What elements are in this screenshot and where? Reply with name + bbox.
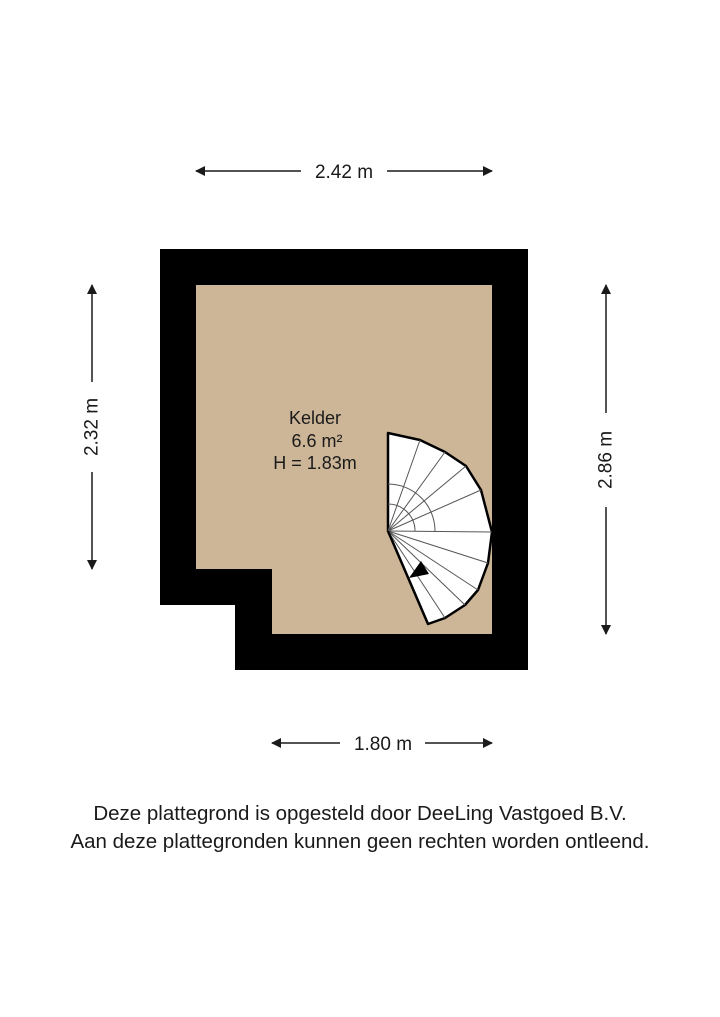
room-area: 6.6 m² [291,431,343,451]
dimension-top [196,162,492,183]
disclaimer-line-2: Aan deze plattegronden kunnen geen rechten worden ontleend. [70,830,650,853]
room-height: H = 1.83m [273,453,357,473]
dimension-top-label: 2.42 m [314,162,374,183]
dimension-left [82,285,103,569]
room-name: Kelder [288,408,342,428]
disclaimer-line-1: Deze plattegrond is opgesteld door DeeLing Vastgoed B.V. [93,802,627,825]
dimension-bottom [272,734,492,755]
dimension-left-label: 2.32 m [81,397,103,457]
dimension-bottom-label: 1.80 m [353,734,413,755]
dimension-right-label: 2.86 m [595,430,617,490]
dimension-right [596,285,617,634]
